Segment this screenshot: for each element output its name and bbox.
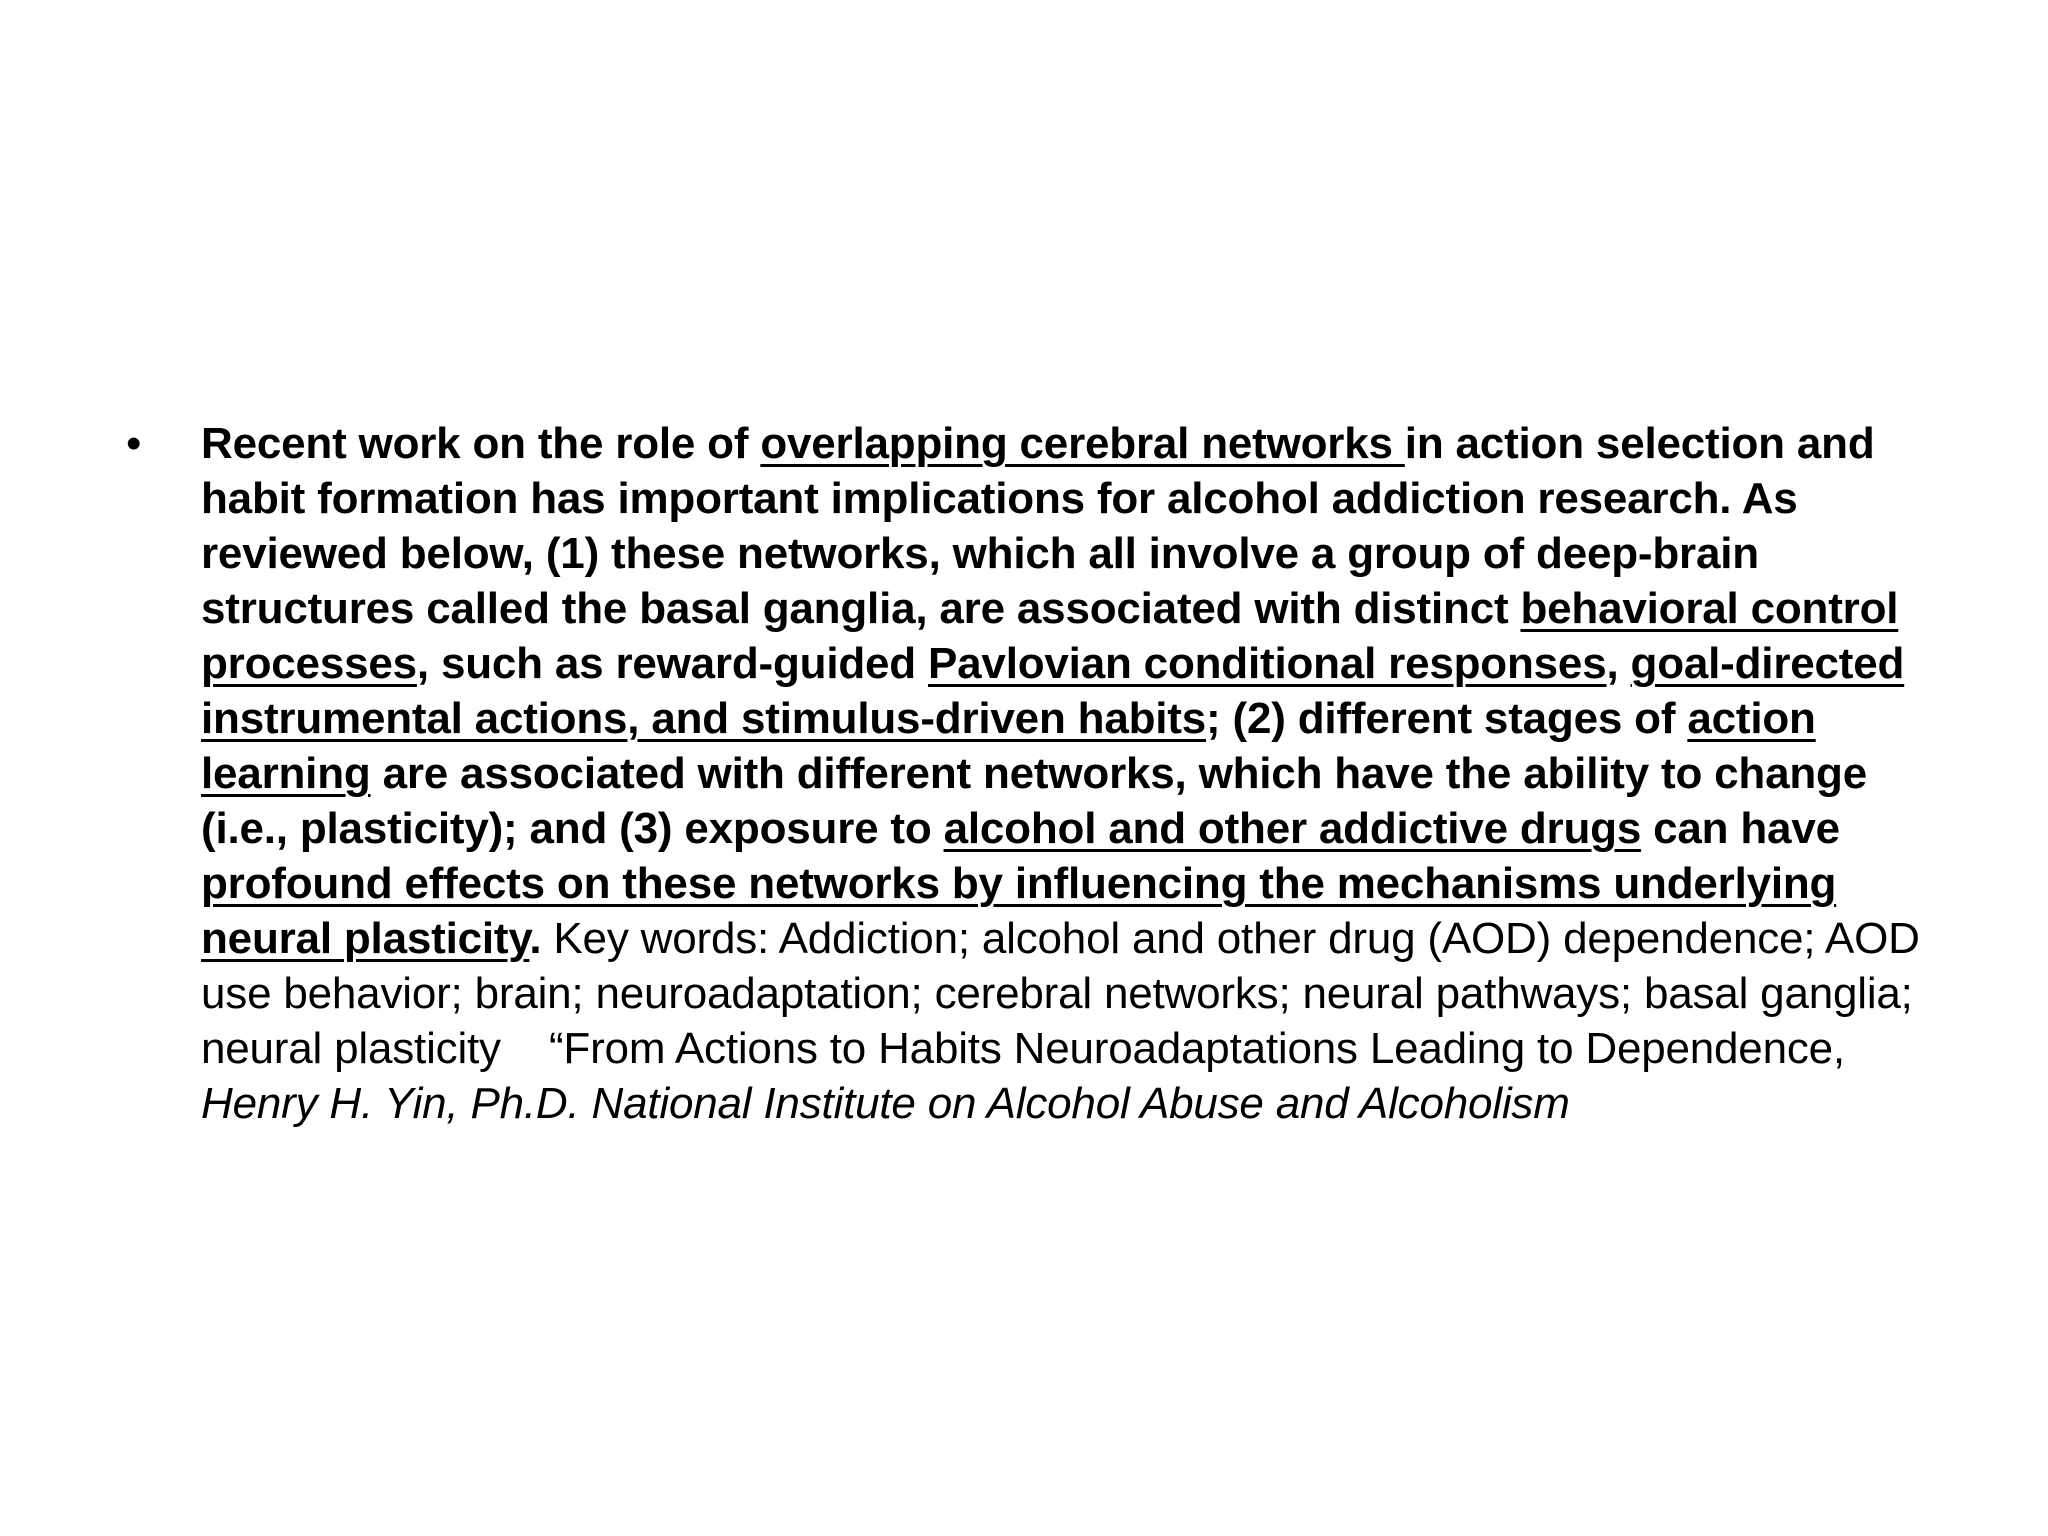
list-item — [120, 416, 1960, 1131]
highlight-alcohol-drugs: alcohol and other addictive drugs — [943, 804, 1642, 853]
body-text: in action selection and habit formation has important implications for alcohol addiction research. As reviewed below, (1) these networks, which all involve a group of deep-brain structures called the basal ganglia, are associated with distinct — [201, 419, 1875, 633]
highlight-goal-directed: goal-directed instrumental actions, and stimulus-driven habits — [201, 639, 1905, 743]
body-text: can have — [1641, 804, 1840, 853]
highlight-pavlovian: Pavlovian conditional responses — [928, 639, 1607, 688]
body-text: , such as reward-guided — [416, 639, 929, 688]
body-text: . — [529, 914, 542, 963]
bullet-list — [120, 416, 1960, 1131]
highlight-profound-effects: profound effects on these networks by influencing the mechanisms underlying neural plasticity — [201, 859, 1837, 963]
body-text: are associated with different networks, which have the ability to change (i.e., plasticity); and (3) exposure to — [201, 749, 1867, 853]
citation-author-source: Henry H. Yin, Ph.D. National Institute on Alcohol Abuse and Alcoholism — [201, 1079, 1570, 1128]
highlight-action-learning: action learning — [201, 694, 1816, 798]
highlight-behavioral-control: behavioral control processes — [201, 584, 1899, 688]
highlight-overlapping-networks: overlapping cerebral networks — [760, 419, 1405, 468]
keywords-text: Key words: Addiction; alcohol and other drug (AOD) dependence; AOD use behavior; brain; neuroadaptation; cerebral networks; neural pathways; basal ganglia; neural plasticity — [201, 914, 1920, 1073]
body-text: Recent work on the role of — [201, 419, 761, 468]
bullet-marker: • — [126, 419, 142, 468]
citation-title: “From Actions to Habits Neuroadaptations Leading to Dependence, — [548, 1024, 1845, 1073]
body-text: , — [1606, 639, 1631, 688]
body-text: ; (2) different stages of — [1206, 694, 1688, 743]
